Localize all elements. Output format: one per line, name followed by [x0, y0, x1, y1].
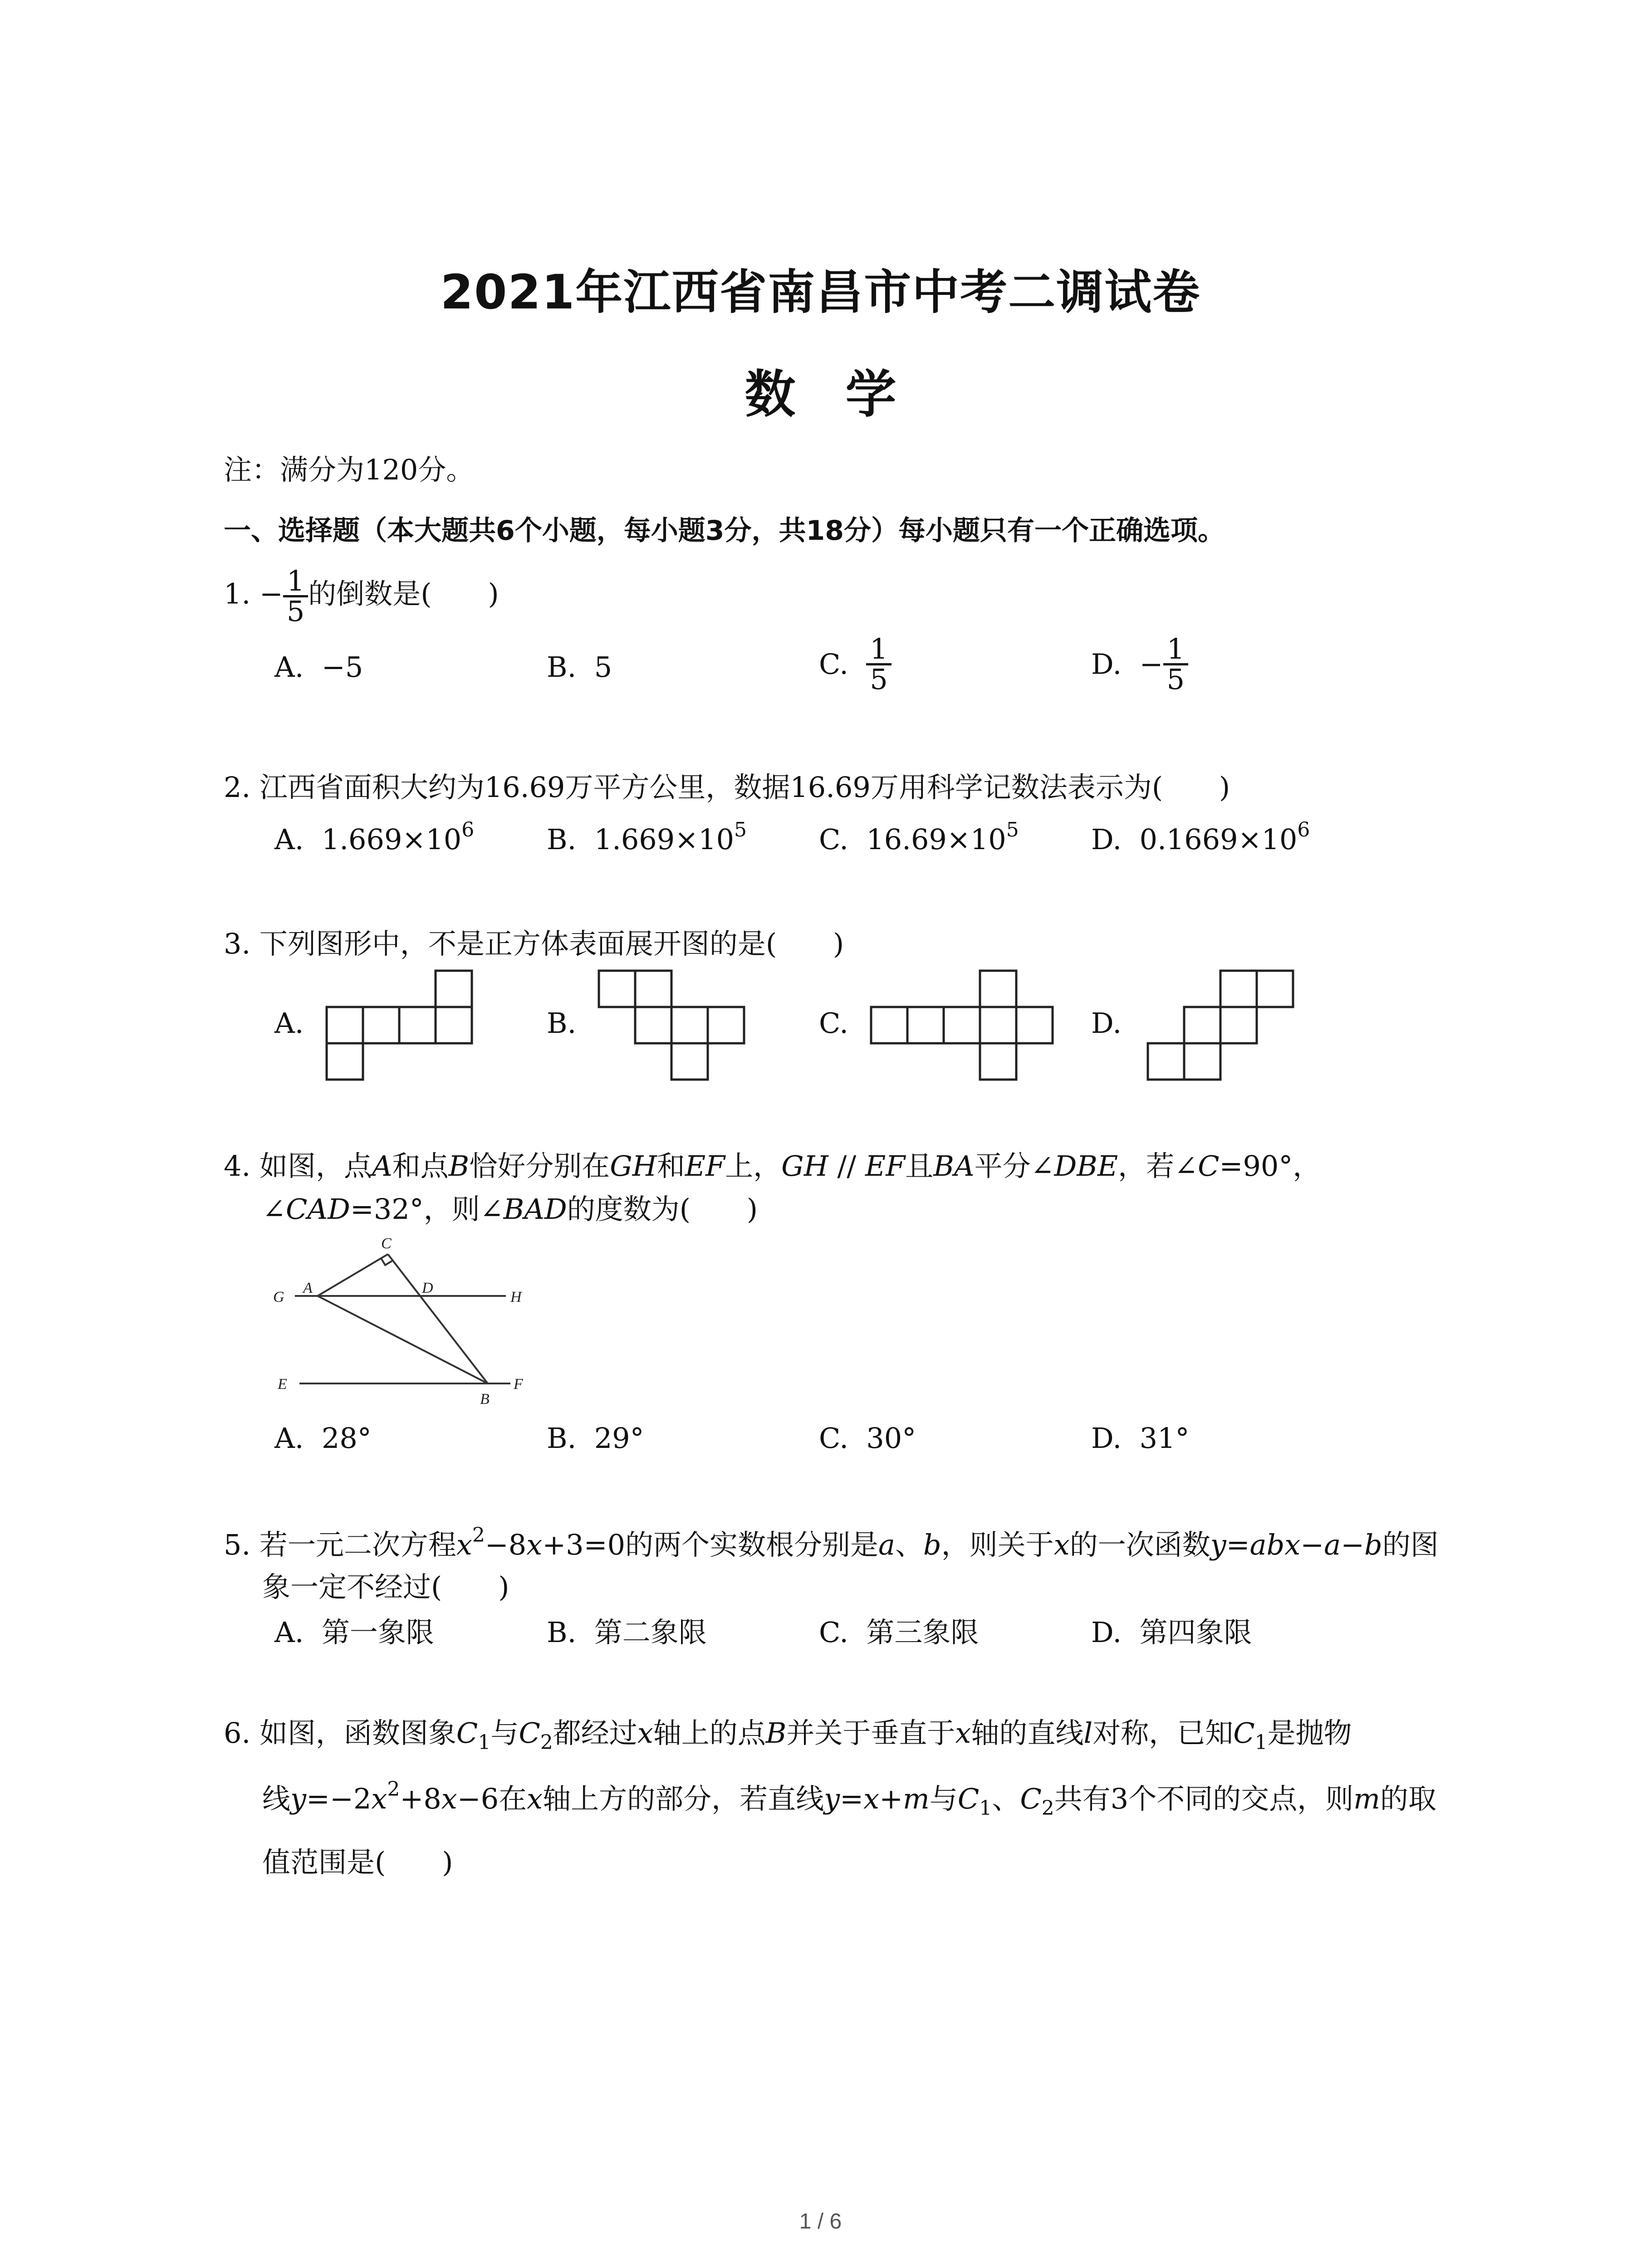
segment-ac: [318, 1254, 388, 1296]
text: 线: [262, 1782, 291, 1815]
exponent: 5: [1006, 818, 1019, 841]
option-c[interactable]: [819, 632, 892, 696]
net-square: [1220, 971, 1257, 1007]
question-2: 2. 江西省面积大约为16.69万平方公里，数据16.69万用科学记数法表示为( ): [224, 771, 1230, 804]
score-note: 注：满分为120分。: [224, 453, 475, 486]
text: 轴上的点: [653, 1716, 766, 1750]
option-a[interactable]: [274, 818, 475, 856]
text: 与: [490, 1716, 519, 1750]
question-5-line-1: [224, 1524, 1439, 1561]
exponent: 6: [1297, 818, 1310, 841]
label-h: H: [510, 1289, 522, 1305]
option-a-label[interactable]: A.: [274, 1007, 304, 1040]
parallel-sign: //: [828, 1149, 865, 1183]
option-label: D.: [1091, 823, 1122, 856]
cube-net-d[interactable]: [1139, 962, 1302, 1098]
question-5-line-2: 象一定不经过( ): [262, 1570, 509, 1603]
text: ，则关于: [941, 1528, 1054, 1561]
text: 、: [895, 1528, 923, 1561]
line-gh: GH: [781, 1149, 828, 1183]
net-square: [1016, 1007, 1053, 1043]
text: 和: [656, 1149, 685, 1183]
option-label: B.: [547, 1422, 577, 1455]
net-square: [980, 971, 1016, 1007]
option-text: 第一象限: [321, 1616, 434, 1649]
curve-c2: C: [519, 1716, 540, 1750]
net-square: [635, 1007, 671, 1043]
option-d-label[interactable]: D.: [1091, 1007, 1122, 1040]
option-text: 第四象限: [1139, 1616, 1252, 1649]
net-square: [671, 1043, 708, 1080]
text: ，若∠: [1118, 1149, 1198, 1183]
point-b: B: [765, 1716, 787, 1750]
label-a: A: [303, 1280, 313, 1296]
net-square: [1184, 1043, 1220, 1080]
text: 6. 如图，函数图象: [224, 1716, 456, 1750]
text: −8: [485, 1528, 527, 1561]
option-a[interactable]: [274, 650, 363, 684]
text: 是抛物: [1267, 1716, 1352, 1750]
question-3: 3. 下列图形中，不是正方体表面展开图的是( ): [224, 927, 844, 960]
question-1: [224, 564, 499, 628]
option-c[interactable]: [819, 1618, 979, 1647]
net-square: [871, 1007, 907, 1043]
option-label: C.: [819, 1422, 848, 1455]
curve-c1: C: [456, 1716, 478, 1750]
option-a[interactable]: [274, 1618, 434, 1647]
question-4-line-1: [224, 1149, 1321, 1183]
net-square: [980, 1007, 1016, 1043]
exam-title: 2021年江西省南昌市中考二调试卷: [440, 264, 1201, 320]
subscript: 2: [540, 1731, 553, 1754]
net-square: [436, 1007, 472, 1043]
option-label: A.: [274, 823, 304, 856]
text: 轴的直线: [971, 1716, 1084, 1750]
option-b[interactable]: [547, 1618, 707, 1647]
net-square: [944, 1007, 980, 1043]
segment-ba: BA: [933, 1149, 975, 1183]
option-label: A.: [274, 1616, 304, 1649]
option-label: D.: [1091, 1616, 1122, 1649]
text: 的图: [1382, 1528, 1439, 1561]
option-label: D.: [1091, 647, 1122, 681]
var-m: m: [1353, 1782, 1381, 1815]
option-b[interactable]: [547, 818, 747, 856]
text: =90°，: [1219, 1149, 1321, 1183]
option-b-label[interactable]: B.: [547, 1007, 577, 1040]
exponent: 5: [734, 818, 747, 841]
text: 的取: [1380, 1782, 1437, 1815]
text: −6在: [457, 1782, 527, 1815]
option-text: 28°: [321, 1422, 372, 1455]
option-label: C.: [819, 647, 848, 681]
net-square: [708, 1007, 744, 1043]
line-gh: GH: [610, 1149, 657, 1183]
option-label: A.: [274, 650, 304, 684]
fraction-numerator: 1: [283, 567, 308, 597]
cube-net-b[interactable]: [590, 962, 753, 1098]
text: 共有3个不同的交点，则: [1054, 1782, 1354, 1815]
net-square: [399, 1007, 436, 1043]
fraction: [1163, 632, 1188, 696]
subscript: 1: [1254, 1731, 1268, 1754]
var-x: x: [371, 1782, 387, 1815]
option-label: D.: [1091, 1422, 1122, 1455]
text: +8: [400, 1782, 441, 1815]
exponent: 2: [387, 1778, 400, 1801]
net-square: [671, 1007, 708, 1043]
net-square: [980, 1043, 1016, 1080]
page-number: 1 / 6: [799, 2209, 842, 2234]
minus-sign: −: [1139, 647, 1163, 681]
question-6-line-3: 值范围是( ): [262, 1846, 453, 1879]
text: 并关于垂直于: [786, 1716, 955, 1750]
text: 的一次函数: [1069, 1528, 1210, 1561]
question-6-line-2: [262, 1778, 1437, 1820]
fraction: [283, 564, 308, 628]
line-l: l: [1083, 1716, 1093, 1750]
net-square: [1184, 1007, 1220, 1043]
option-text: 1.669×10: [594, 823, 735, 856]
option-c-label[interactable]: C.: [819, 1007, 848, 1040]
option-text: 第三象限: [866, 1616, 979, 1649]
text: 和点: [392, 1149, 449, 1183]
subscript: 1: [478, 1731, 491, 1754]
question-6-line-1: [224, 1716, 1352, 1754]
segment-ab: [318, 1296, 488, 1383]
text: 、: [992, 1782, 1020, 1815]
option-text: 30°: [866, 1422, 916, 1455]
option-d[interactable]: [1091, 1618, 1252, 1647]
fraction-denominator: 5: [870, 663, 888, 696]
net-square: [1220, 1007, 1257, 1043]
var-x: x: [456, 1528, 472, 1561]
label-f: F: [514, 1376, 523, 1393]
curve-c2: C: [1020, 1782, 1042, 1815]
option-d[interactable]: [1091, 818, 1310, 856]
var-a: a: [878, 1528, 895, 1561]
net-square: [1148, 1043, 1184, 1080]
var-x: x: [441, 1782, 457, 1815]
option-label: B.: [547, 650, 577, 684]
option-c[interactable]: [819, 1422, 916, 1455]
curve-c1: C: [957, 1782, 980, 1815]
text: 平分∠: [974, 1149, 1054, 1183]
net-square: [363, 1007, 399, 1043]
section-heading: 一、选择题（本大题共6个小题，每小题3分，共18分）每小题只有一个正确选项。: [224, 515, 1225, 547]
option-a[interactable]: [274, 1422, 372, 1455]
option-label: A.: [274, 1422, 304, 1455]
option-text: −5: [321, 650, 363, 684]
net-square: [635, 971, 671, 1007]
option-b[interactable]: [547, 650, 612, 684]
line-ef: EF: [685, 1149, 725, 1183]
text: =−2: [306, 1782, 372, 1815]
subject-title: 数学: [745, 365, 946, 424]
question-4-line-2: [262, 1193, 758, 1226]
label-b: B: [480, 1391, 490, 1408]
text: 轴上方的部分，若直线: [543, 1782, 824, 1815]
subscript: 1: [979, 1797, 992, 1820]
label-c: C: [381, 1235, 392, 1252]
option-label: B.: [547, 1616, 577, 1649]
exponent: 2: [472, 1524, 485, 1547]
fraction-numerator: 1: [866, 635, 891, 665]
net-square: [436, 971, 472, 1007]
angle-c: C: [1198, 1149, 1220, 1183]
option-label: C.: [819, 1616, 848, 1649]
fraction-numerator: 1: [1163, 635, 1188, 665]
exponent: 6: [461, 818, 475, 841]
fraction-denominator: 5: [286, 595, 305, 628]
text: 恰好分别在: [469, 1149, 610, 1183]
minus-sign: −: [259, 577, 283, 611]
net-square: [599, 971, 635, 1007]
question-number: 1.: [224, 577, 251, 611]
option-text: 1.669×10: [321, 823, 462, 856]
var-x: x: [1053, 1528, 1070, 1561]
label-g: G: [273, 1289, 284, 1305]
text: 都经过: [553, 1716, 637, 1750]
point-b: B: [448, 1149, 470, 1183]
segment-cb: [388, 1254, 488, 1383]
question-text: 的倒数是( ): [308, 577, 499, 611]
text: ∠: [262, 1193, 286, 1226]
subscript: 2: [1041, 1797, 1054, 1820]
text: =32°，则∠: [350, 1193, 504, 1226]
net-square: [327, 1043, 363, 1080]
angle-cad: CAD: [285, 1193, 350, 1226]
var-y: y: [290, 1782, 307, 1815]
var-x: x: [637, 1716, 653, 1750]
cube-net-c[interactable]: [862, 962, 1062, 1098]
option-text: 0.1669×10: [1139, 823, 1298, 856]
var-x: x: [955, 1716, 971, 1750]
line-equation: y=x+m: [824, 1782, 930, 1815]
point-a: A: [372, 1149, 392, 1183]
angle-bad: BAD: [503, 1193, 567, 1226]
var-b: b: [923, 1528, 941, 1561]
var-x: x: [527, 1782, 543, 1815]
label-e: E: [278, 1376, 287, 1393]
net-square: [1257, 971, 1293, 1007]
angle-dbe: DBE: [1054, 1149, 1118, 1183]
text: 5. 若一元二次方程: [224, 1528, 456, 1561]
option-text: 第二象限: [594, 1616, 707, 1649]
option-label: B.: [547, 823, 577, 856]
geometry-figure: [268, 1229, 540, 1411]
line-ef: EF: [865, 1149, 906, 1183]
function-expression: y=abx−a−b: [1210, 1528, 1382, 1561]
option-label: C.: [819, 823, 848, 856]
option-text: 5: [594, 650, 612, 684]
text: 4. 如图，点: [224, 1149, 372, 1183]
cube-net-a[interactable]: [318, 962, 481, 1098]
net-square: [327, 1007, 363, 1043]
text: 的度数为( ): [567, 1193, 758, 1226]
text: +3=0的两个实数根分别是: [542, 1528, 879, 1561]
text: 上，: [725, 1149, 782, 1183]
var-x: x: [526, 1528, 543, 1561]
text: 且: [905, 1149, 934, 1183]
curve-c1: C: [1233, 1716, 1255, 1750]
option-b[interactable]: [547, 1422, 644, 1455]
option-d[interactable]: [1091, 1422, 1190, 1455]
label-d: D: [422, 1280, 433, 1296]
right-angle-mark: [381, 1258, 392, 1265]
net-square: [907, 1007, 944, 1043]
text: 对称，已知: [1092, 1716, 1234, 1750]
option-text: 16.69×10: [866, 823, 1006, 856]
fraction: [866, 632, 891, 696]
option-c[interactable]: [819, 818, 1019, 856]
option-text: 31°: [1139, 1422, 1190, 1455]
option-text: 29°: [594, 1422, 644, 1455]
fraction-denominator: 5: [1166, 663, 1185, 696]
text: 与: [929, 1782, 958, 1815]
option-d[interactable]: [1091, 632, 1188, 696]
